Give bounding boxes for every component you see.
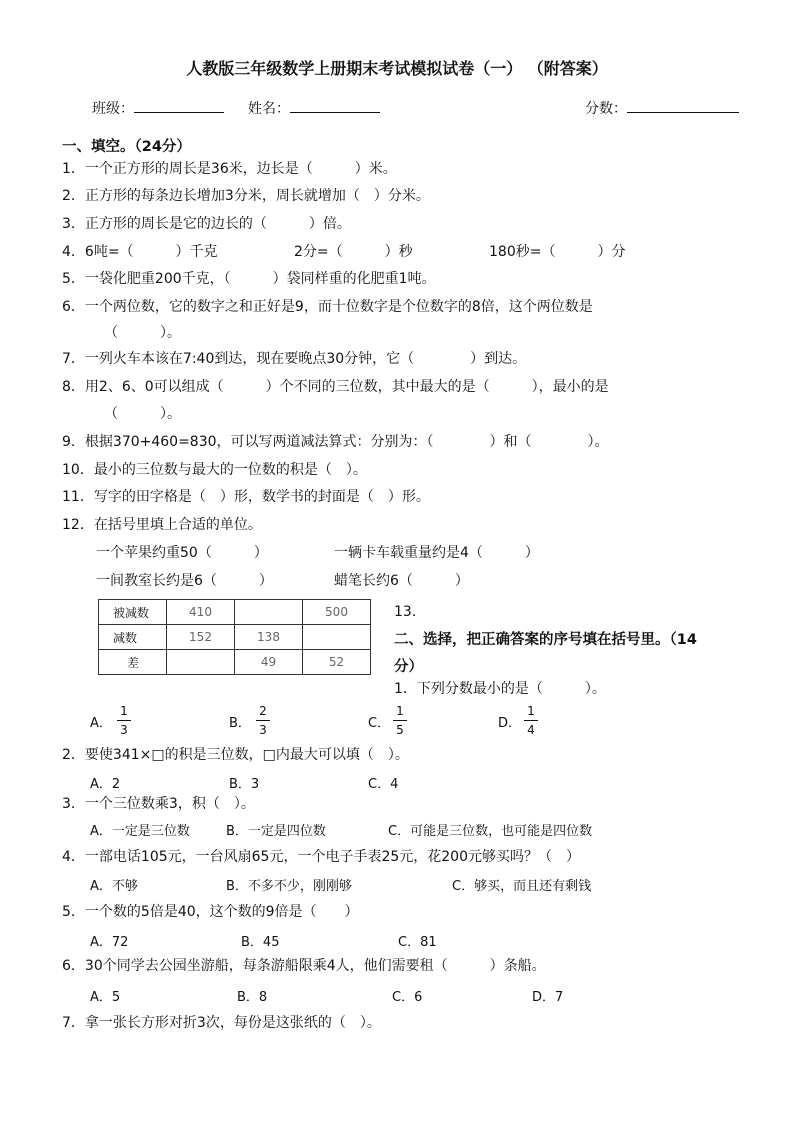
class-label: 班级： xyxy=(92,101,134,117)
question-3: 3．正方形的周长是它的边长的（ ）倍。 xyxy=(62,216,351,232)
score-field xyxy=(585,98,739,118)
choice-question-6: 6．30个同学去公园坐游船，每条游船限乘4人，他们需要租（ ）条船。 xyxy=(62,958,546,974)
option-a[interactable]: A．72 xyxy=(90,935,129,950)
option-a[interactable]: A．不够 xyxy=(90,879,138,894)
option-b[interactable]: B．不多不少，刚刚够 xyxy=(226,879,352,894)
subtraction-table xyxy=(98,599,371,675)
option-b[interactable]: B．8 xyxy=(237,990,268,1005)
fraction-b xyxy=(256,704,270,737)
table-cell[interactable] xyxy=(303,625,371,650)
option-c[interactable]: C．6 xyxy=(392,990,423,1005)
question-4a: 4．6吨=（ ）千克 xyxy=(62,244,218,260)
option-b[interactable]: B．45 xyxy=(241,935,280,950)
table-cell: 410 xyxy=(167,600,235,625)
option-a[interactable]: A．5 xyxy=(90,990,121,1005)
question-6: 6．一个两位数，它的数字之和正好是9，而十位数字是个位数字的8倍，这个两位数是 xyxy=(62,299,593,315)
section1-heading: 一、填空。（24分） xyxy=(62,139,191,155)
question-12c: 一间教室长约是6（ ） xyxy=(96,573,273,589)
question-11: 11．写字的田字格是（ ）形，数学书的封面是（ ）形。 xyxy=(62,489,430,505)
option-a[interactable]: A． xyxy=(90,716,112,731)
question-12b: 一辆卡车载重量约是4（ ） xyxy=(334,545,539,561)
option-c[interactable]: C．81 xyxy=(398,935,437,950)
table-cell[interactable] xyxy=(235,600,303,625)
numerator: 2 xyxy=(259,704,267,718)
fraction-a xyxy=(117,704,131,737)
name-blank[interactable] xyxy=(290,98,380,113)
table-cell: 138 xyxy=(235,625,303,650)
option-c[interactable]: C．够买，而且还有剩钱 xyxy=(452,879,592,894)
numerator: 1 xyxy=(120,704,128,718)
page-title: 人教版三年级数学上册期末考试模拟试卷（一） （附答案） xyxy=(186,59,608,78)
question-1: 1．一个正方形的周长是36米，边长是（ ）米。 xyxy=(62,161,397,177)
section2-heading: 二、选择，把正确答案的序号填在括号里。（14 xyxy=(394,632,697,648)
denominator: 3 xyxy=(259,723,267,737)
choice-question-3: 3．一个三位数乘3，积（ ）。 xyxy=(62,796,255,812)
choice-question-1: 1．下列分数最小的是（ ）。 xyxy=(394,681,606,697)
option-b[interactable]: B． xyxy=(229,716,251,731)
option-d[interactable]: D． xyxy=(498,716,522,731)
question-8-cont: （ ）。 xyxy=(104,406,181,422)
section2-heading-cont: 分） xyxy=(394,659,423,675)
choice-question-4: 4．一部电话105元，一台风扇65元，一个电子手表25元，花200元够买吗？（ ） xyxy=(62,849,580,865)
question-12d: 蜡笔长约6（ ） xyxy=(334,573,469,589)
table-cell[interactable] xyxy=(167,650,235,675)
name-label: 姓名： xyxy=(248,101,290,117)
class-field xyxy=(92,98,224,118)
denominator: 4 xyxy=(527,723,535,737)
option-a[interactable]: A．2 xyxy=(90,777,121,792)
option-d[interactable]: D．7 xyxy=(532,990,564,1005)
table-row xyxy=(99,625,371,650)
question-4c: 180秒=（ ）分 xyxy=(489,244,626,260)
table-cell: 49 xyxy=(235,650,303,675)
class-blank[interactable] xyxy=(134,98,224,113)
question-5: 5．一袋化肥重200千克，（ ）袋同样重的化肥重1吨。 xyxy=(62,271,436,287)
table-cell: 152 xyxy=(167,625,235,650)
numerator: 1 xyxy=(396,704,404,718)
option-b[interactable]: B．一定是四位数 xyxy=(226,824,326,839)
denominator: 5 xyxy=(396,723,404,737)
question-2: 2．正方形的每条边长增加3分米，周长就增加（ ）分米。 xyxy=(62,188,430,204)
choice-question-2: 2．要使341×□的积是三位数，□内最大可以填（ ）。 xyxy=(62,747,409,763)
table-cell: 52 xyxy=(303,650,371,675)
table-cell: 差 xyxy=(99,650,167,675)
numerator: 1 xyxy=(527,704,535,718)
option-c[interactable]: C．4 xyxy=(368,777,399,792)
option-c[interactable]: C．可能是三位数，也可能是四位数 xyxy=(388,824,593,839)
score-blank[interactable] xyxy=(627,98,739,113)
option-b[interactable]: B．3 xyxy=(229,777,260,792)
option-c[interactable]: C． xyxy=(368,716,391,731)
question-6-cont: （ ）。 xyxy=(104,325,181,341)
question-12a: 一个苹果约重50（ ） xyxy=(96,545,268,561)
table-row xyxy=(99,600,371,625)
table-cell: 被减数 xyxy=(99,600,167,625)
table-cell: 500 xyxy=(303,600,371,625)
fraction-d xyxy=(524,704,538,737)
question-13: 13. xyxy=(394,604,417,620)
choice-question-5: 5．一个数的5倍是40，这个数的9倍是（ ） xyxy=(62,904,359,920)
name-field xyxy=(248,98,380,118)
question-8: 8．用2、6、0可以组成（ ）个不同的三位数，其中最大的是（ ），最小的是 xyxy=(62,379,609,395)
choice-question-7: 7．拿一张长方形对折3次，每份是这张纸的（ ）。 xyxy=(62,1015,381,1031)
table-row xyxy=(99,650,371,675)
question-4b: 2分=（ ）秒 xyxy=(294,244,413,260)
denominator: 3 xyxy=(120,723,128,737)
question-9: 9．根据370+460=830，可以写两道减法算式：分别为：（ ）和（ ）。 xyxy=(62,434,609,450)
question-12: 12．在括号里填上合适的单位。 xyxy=(62,517,262,533)
table-cell: 减数 xyxy=(99,625,167,650)
option-a[interactable]: A．一定是三位数 xyxy=(90,824,190,839)
score-label: 分数： xyxy=(585,101,627,117)
question-10: 10．最小的三位数与最大的一位数的积是（ ）。 xyxy=(62,462,367,478)
fraction-c xyxy=(393,704,407,737)
question-7: 7．一列火车本该在7:40到达，现在要晚点30分钟，它（ ）到达。 xyxy=(62,351,527,367)
